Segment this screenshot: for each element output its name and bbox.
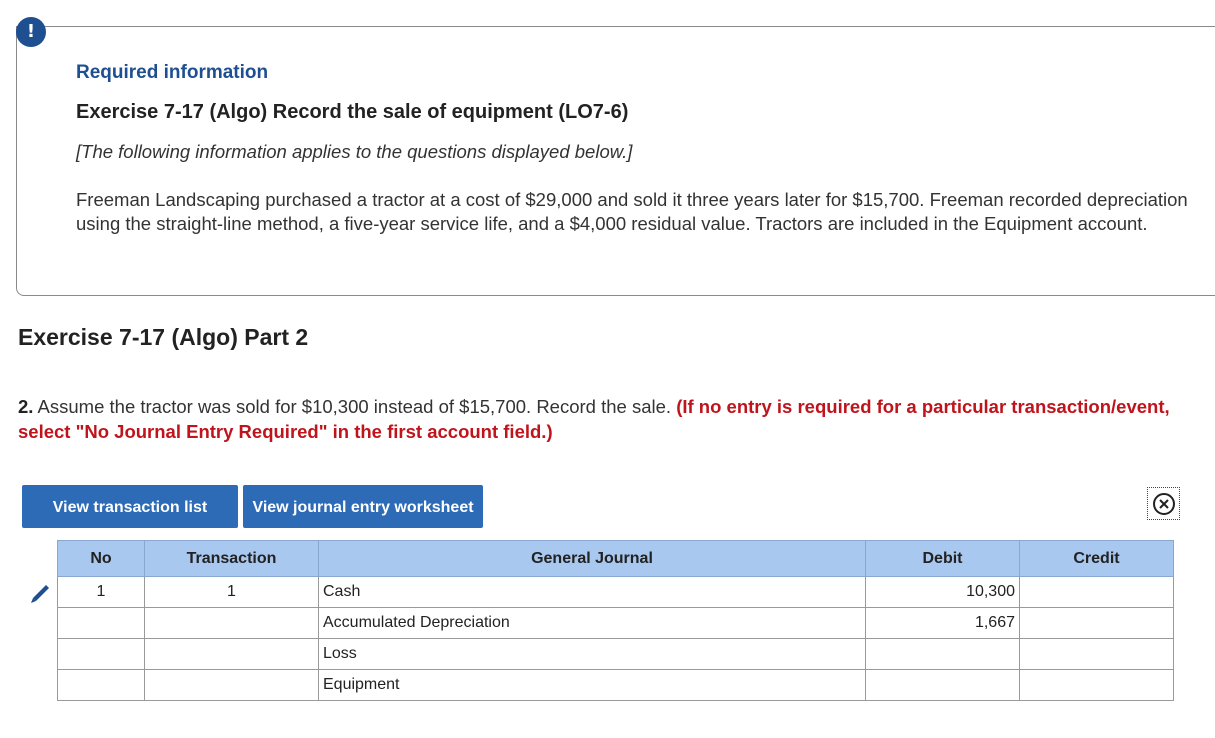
- alert-icon: !: [16, 17, 46, 47]
- close-icon[interactable]: [1147, 487, 1180, 520]
- table-header-row: [58, 541, 1174, 577]
- account-field[interactable]: Loss: [319, 639, 866, 670]
- credit-field[interactable]: [1020, 639, 1174, 670]
- row-transaction: [145, 670, 319, 701]
- table-row[interactable]: [58, 670, 1174, 701]
- problem-text: Freeman Landscaping purchased a tractor at a cost of $29,000 and sold it three years later for $15,700. Freeman recorded depreciation using the straight-line method, a five-year service life, and a $4,000 residual value. Tractors are included in the Equipment account.: [76, 189, 1188, 234]
- row-no: 1: [58, 577, 145, 608]
- view-transaction-list-button[interactable]: View transaction list: [22, 485, 238, 528]
- header-general-journal: General Journal: [319, 541, 866, 577]
- row-no: [58, 670, 145, 701]
- edit-pencil-icon[interactable]: [28, 577, 52, 605]
- table-row[interactable]: [58, 639, 1174, 670]
- debit-field[interactable]: 10,300: [866, 577, 1020, 608]
- info-note: [The following information applies to the questions displayed below.]: [76, 141, 633, 162]
- row-transaction: 1: [145, 577, 319, 608]
- row-no: [58, 608, 145, 639]
- view-journal-entry-worksheet-button[interactable]: View journal entry worksheet: [243, 485, 483, 528]
- credit-field[interactable]: [1020, 670, 1174, 701]
- question-number: 2.: [18, 396, 34, 417]
- header-credit: Credit: [1020, 541, 1174, 577]
- debit-field[interactable]: [866, 639, 1020, 670]
- row-transaction: [145, 639, 319, 670]
- journal-table: [57, 540, 1174, 701]
- question-instruction: (If no entry is required for a particular transaction/event, select "No Journal Entry Required" in the first account field.): [18, 396, 1170, 442]
- required-info-heading: Required information: [76, 62, 269, 83]
- account-field[interactable]: Cash: [319, 577, 866, 608]
- row-transaction: [145, 608, 319, 639]
- credit-field[interactable]: [1020, 608, 1174, 639]
- header-no: No: [58, 541, 145, 577]
- account-field[interactable]: Equipment: [319, 670, 866, 701]
- exercise-title: Exercise 7-17 (Algo) Record the sale of equipment (LO7-6): [76, 101, 629, 123]
- part-title: Exercise 7-17 (Algo) Part 2: [18, 324, 309, 350]
- credit-field[interactable]: [1020, 577, 1174, 608]
- table-row[interactable]: [58, 608, 1174, 639]
- header-transaction: Transaction: [145, 541, 319, 577]
- header-debit: Debit: [866, 541, 1020, 577]
- table-row[interactable]: [58, 577, 1174, 608]
- row-no: [58, 639, 145, 670]
- question-text: Assume the tractor was sold for $10,300 instead of $15,700. Record the sale.: [33, 396, 677, 417]
- question: [18, 394, 1198, 444]
- debit-field[interactable]: 1,667: [866, 608, 1020, 639]
- account-field[interactable]: Accumulated Depreciation: [319, 608, 866, 639]
- debit-field[interactable]: [866, 670, 1020, 701]
